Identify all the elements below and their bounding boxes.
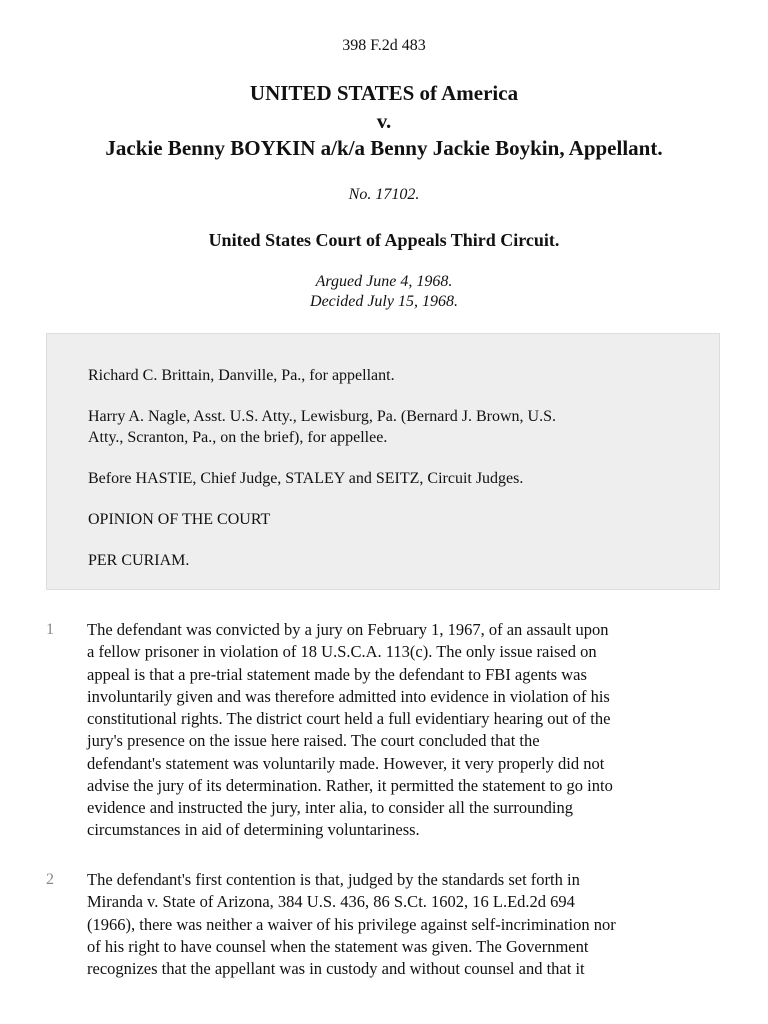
paragraph-text — [87, 619, 727, 842]
bench-panel: Before HASTIE, Chief Judge, STALEY and SEITZ, Circuit Judges. — [88, 470, 524, 487]
paragraph-line: a fellow prisoner in violation of 18 U.S.C.A. 113(c). The only issue raised on — [87, 642, 597, 662]
paragraph-line: advise the jury of its determination. Rather, it permitted the statement to go into — [87, 775, 613, 795]
decided-date: Decided July 15, 1968. — [310, 293, 458, 310]
appellant-counsel: Richard C. Brittain, Danville, Pa., for appellant. — [88, 367, 395, 384]
caption-plaintiff: UNITED STATES of America — [249, 81, 519, 105]
case-dates — [0, 272, 768, 312]
appellee-counsel-line-1: Harry A. Nagle, Asst. U.S. Atty., Lewisburg, Pa. (Bernard J. Brown, U.S. — [88, 408, 556, 425]
paragraph-line: The defendant's first contention is that, judged by the standards set forth in — [87, 870, 580, 889]
paragraph-line: evidence and instructed the jury, inter alia, to consider all the surrounding — [87, 798, 573, 817]
opinion-heading: OPINION OF THE COURT — [88, 511, 271, 528]
paragraph-line: recognizes that the appellant was in custody and without counsel and that it — [87, 959, 585, 978]
paragraph-line: jury's presence on the issue here raised. The court concluded that the — [87, 731, 540, 751]
paragraph-number: 1 — [46, 621, 54, 638]
paragraph-number: 2 — [46, 871, 54, 888]
paragraph-line: involuntarily given and was therefore admitted into evidence in violation of his — [87, 686, 610, 706]
appellee-counsel-line-2: Atty., Scranton, Pa., on the brief), for appellee. — [88, 429, 388, 446]
paragraph-line: The defendant was convicted by a jury on February 1, 1967, of an assault upon — [87, 620, 609, 639]
case-citation: 398 F.2d 483 — [342, 37, 426, 54]
paragraph-line: defendant's statement was voluntarily made. However, it very properly did not — [87, 753, 605, 773]
court-name: United States Court of Appeals Third Circuit. — [208, 230, 560, 250]
docket-number: No. 17102. — [348, 186, 420, 203]
paragraph-line: of his right to have counsel when the statement was given. The Government — [87, 936, 589, 956]
paragraph-line: circumstances in aid of determining voluntariness. — [87, 820, 420, 840]
paragraph-line: Miranda v. State of Arizona, 384 U.S. 436, 86 S.Ct. 1602, 16 L.Ed.2d 694 — [87, 892, 575, 912]
caption-defendant: Jackie Benny BOYKIN a/k/a Benny Jackie Boykin, Appellant. — [105, 136, 663, 160]
case-caption — [0, 80, 768, 163]
paragraph-line: constitutional rights. The district court held a full evidentiary hearing out of the — [87, 709, 611, 728]
paragraph-text — [87, 869, 727, 980]
counsel-panel — [46, 333, 720, 590]
paragraph-line: appeal is that a pre-trial statement made by the defendant to FBI agents was — [87, 664, 587, 684]
argued-date: Argued June 4, 1968. — [315, 273, 453, 290]
caption-versus: v. — [376, 108, 392, 133]
per-curiam: PER CURIAM. — [88, 552, 190, 569]
paragraph-line: (1966), there was neither a waiver of his privilege against self-incrimination nor — [87, 914, 616, 934]
